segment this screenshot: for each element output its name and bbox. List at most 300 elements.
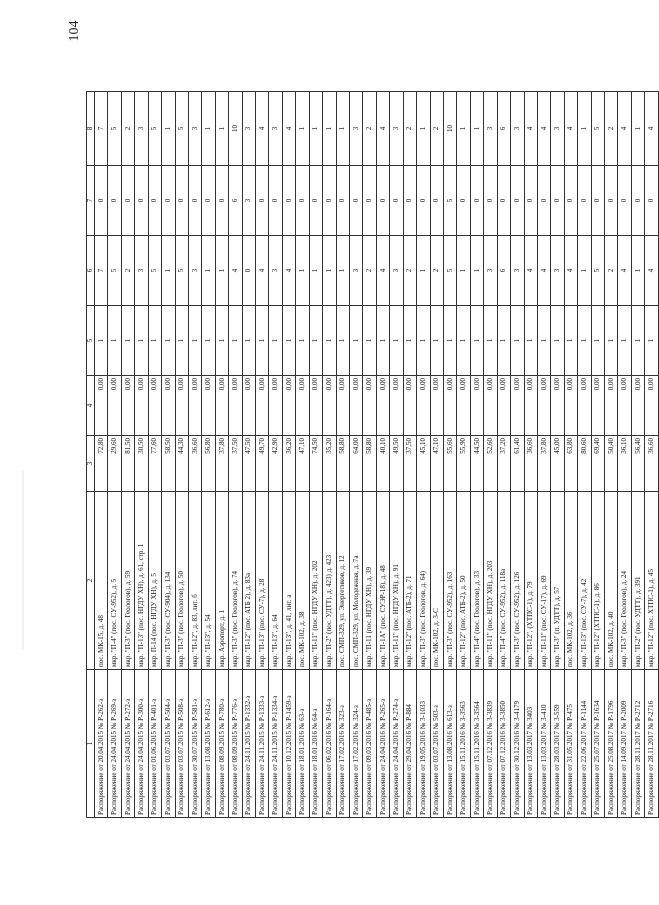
address-cell: пос. МК-102, д. 38 <box>296 492 309 670</box>
table-row <box>202 92 215 818</box>
total-cell: 3 <box>188 92 201 166</box>
persons-cell: 5 <box>591 236 604 306</box>
table-row <box>645 92 659 818</box>
total-cell: 1 <box>323 92 336 166</box>
persons-cell: 4 <box>537 236 550 306</box>
area-cell: 45,10 <box>417 436 430 492</box>
value-cell: 0,00 <box>618 376 631 436</box>
column-header-5: 5 <box>87 306 95 376</box>
area-cell: 55,60 <box>443 436 456 492</box>
count-cell: 1 <box>229 306 242 376</box>
count-cell: 1 <box>390 306 403 376</box>
count-cell: 1 <box>578 306 591 376</box>
area-cell: 37,20 <box>497 436 510 492</box>
address-cell: мкр. "П-12" (пос. АТБ-2), д. 50 <box>457 492 470 670</box>
value-cell: 0,00 <box>148 376 161 436</box>
extra-cell: 0 <box>336 166 349 236</box>
persons-cell: 1 <box>162 236 175 306</box>
address-cell: мкр. "П-2" (пос. УДТТ), д. 423) д. 423 <box>323 492 336 670</box>
address-cell: мкр. "П-12" (пос. АТБ 2), д. 83а <box>242 492 255 670</box>
extra-cell: 0 <box>578 166 591 236</box>
value-cell: 0,00 <box>631 376 644 436</box>
count-cell: 1 <box>215 306 228 376</box>
total-cell: 2 <box>121 92 134 166</box>
total-cell: 1 <box>309 92 322 166</box>
total-cell: 3 <box>350 92 363 166</box>
persons-cell: 4 <box>524 236 537 306</box>
decree-cell: Распоряжение от 06.02.2016 № Р-164-з <box>323 670 336 818</box>
value-cell: 0,00 <box>417 376 430 436</box>
persons-cell: 3 <box>135 236 148 306</box>
address-cell: мкр. "П-12", (ХТПС-1), д. 79 <box>524 492 537 670</box>
decree-cell: Распоряжение от 22.06.2017 № Р-1144 <box>578 670 591 818</box>
extra-cell: 0 <box>551 166 564 236</box>
value-cell: 0,00 <box>403 376 416 436</box>
count-cell: 1 <box>162 306 175 376</box>
persons-cell: 4 <box>645 236 659 306</box>
area-cell: 63,80 <box>564 436 577 492</box>
count-cell: 1 <box>256 306 269 376</box>
count-cell: 1 <box>605 306 618 376</box>
address-cell: мкр. "П-11 (пос. НГДУ ХН), д. 39 <box>363 492 376 670</box>
count-cell: 1 <box>457 306 470 376</box>
area-cell: 37,80 <box>537 436 550 492</box>
extra-cell: 0 <box>269 166 282 236</box>
table-row <box>175 92 188 818</box>
address-cell: пос. СМП-329, ул. Энергетиков, д. 12 <box>336 492 349 670</box>
total-cell: 4 <box>564 92 577 166</box>
count-cell: 1 <box>430 306 443 376</box>
address-cell: мкр. "П-2" (пос. УДТТ), д. 391 <box>631 492 644 670</box>
persons-cell: 7 <box>95 236 108 306</box>
area-cell: 58,80 <box>336 436 349 492</box>
area-cell: 49,50 <box>390 436 403 492</box>
decree-cell: Распоряжение от 19.05.2016 № 3-1033 <box>417 670 430 818</box>
address-cell: мкр. "П-3" (п. УДТТ), д. 57 <box>551 492 564 670</box>
decree-cell: Распоряжение от 29.04.2016 № Р-884 <box>403 670 416 818</box>
decree-cell: Распоряжение от 31.05.2017 № Р-475 <box>564 670 577 818</box>
value-cell: 0,00 <box>430 376 443 436</box>
area-cell: 44,30 <box>175 436 188 492</box>
total-cell: 2 <box>403 92 416 166</box>
total-cell: 7 <box>95 92 108 166</box>
extra-cell: 0 <box>188 166 201 236</box>
extra-cell: 0 <box>135 166 148 236</box>
table-row <box>390 92 403 818</box>
table-row <box>430 92 443 818</box>
decree-cell: Распоряжение от 13.03.2017 № 3-410 <box>537 670 550 818</box>
area-cell: 30,50 <box>135 436 148 492</box>
decree-cell: Распоряжение от 30.12.2016 № 3-4179 <box>511 670 524 818</box>
total-cell: 3 <box>511 92 524 166</box>
table-row <box>336 92 349 818</box>
value-cell: 0,00 <box>323 376 336 436</box>
count-cell: 1 <box>631 306 644 376</box>
address-cell: мкр. "П-11" (пос. НГДУ ХН), д. 203 <box>484 492 497 670</box>
area-cell: 58,50 <box>162 436 175 492</box>
decree-cell: Распоряжение от 14.09.2017 № Р-2009 <box>618 670 631 818</box>
count-cell: 1 <box>511 306 524 376</box>
extra-cell: 0 <box>95 166 108 236</box>
persons-cell: 1 <box>202 236 215 306</box>
value-cell: 0,00 <box>108 376 121 436</box>
area-cell: 61,40 <box>511 436 524 492</box>
value-cell: 0,00 <box>95 376 108 436</box>
table-row <box>229 92 242 818</box>
extra-cell: 0 <box>605 166 618 236</box>
decree-cell: Распоряжение от 24.11.2015 № Р-1332-з <box>242 670 255 818</box>
total-cell: 5 <box>175 92 188 166</box>
value-cell: 0,00 <box>188 376 201 436</box>
total-cell: 3 <box>242 92 255 166</box>
count-cell: 1 <box>296 306 309 376</box>
decree-cell: Распоряжение от 15.11.2016 № 3-3563 <box>457 670 470 818</box>
table-row <box>564 92 577 818</box>
total-cell: 10 <box>443 92 456 166</box>
value-cell: 0,00 <box>256 376 269 436</box>
extra-cell: 0 <box>162 166 175 236</box>
extra-cell: 3 <box>242 166 255 236</box>
table-row <box>323 92 336 818</box>
value-cell: 0,00 <box>175 376 188 436</box>
area-cell: 80,60 <box>578 436 591 492</box>
persons-cell: 4 <box>229 236 242 306</box>
total-cell: 3 <box>484 92 497 166</box>
value-cell: 0,00 <box>564 376 577 436</box>
decree-cell: Распоряжение от 13.08.2016 № 613-з <box>443 670 456 818</box>
table-row <box>470 92 483 818</box>
column-header-7: 7 <box>87 166 95 236</box>
count-cell: 1 <box>336 306 349 376</box>
extra-cell: 0 <box>631 166 644 236</box>
extra-cell: 0 <box>256 166 269 236</box>
area-cell: 36,20 <box>282 436 295 492</box>
count-cell: 1 <box>269 306 282 376</box>
address-cell: мкр. "П-3" (пос. Геологов), д. 50 <box>175 492 188 670</box>
count-cell: 1 <box>417 306 430 376</box>
count-cell: 1 <box>350 306 363 376</box>
count-cell: 1 <box>484 306 497 376</box>
table-row <box>524 92 537 818</box>
address-cell: мкр. П-14 (пос. НГДУ ХН), д. 5 <box>148 492 161 670</box>
area-cell: 47,50 <box>242 436 255 492</box>
area-cell: 36,60 <box>524 436 537 492</box>
table-row <box>484 92 497 818</box>
decree-cell: Распоряжение от 10.12.2015 № Р-1459-з <box>282 670 295 818</box>
count-cell: 1 <box>443 306 456 376</box>
address-cell: мкр. "П-3" (пос. Геологов), д. 59 <box>121 492 134 670</box>
extra-cell: 0 <box>564 166 577 236</box>
address-cell: мкр. "П-13", д. 54 <box>202 492 215 670</box>
area-cell: 49,70 <box>256 436 269 492</box>
total-cell: 1 <box>215 92 228 166</box>
address-cell: мкр. "П-4" (пос. СУ-952), д. 5 <box>108 492 121 670</box>
persons-cell: 1 <box>323 236 336 306</box>
page-number: 104 <box>67 20 82 42</box>
table-row <box>618 92 631 818</box>
extra-cell: 0 <box>645 166 659 236</box>
address-cell: мкр. "П-12", д. 83, лит. б <box>188 492 201 670</box>
count-cell: 1 <box>135 306 148 376</box>
extra-cell: 0 <box>457 166 470 236</box>
address-cell: мкр. "П-3" (пос. Геологов), д. 24 <box>618 492 631 670</box>
persons-cell: 1 <box>417 236 430 306</box>
count-cell: 1 <box>645 306 659 376</box>
table-row <box>135 92 148 818</box>
total-cell: 5 <box>591 92 604 166</box>
persons-cell: 4 <box>564 236 577 306</box>
area-cell: 50,40 <box>605 436 618 492</box>
total-cell: 1 <box>457 92 470 166</box>
area-cell: 37,50 <box>403 436 416 492</box>
area-cell: 64,00 <box>350 436 363 492</box>
table-row <box>497 92 510 818</box>
data-table <box>86 91 659 818</box>
table-row <box>511 92 524 818</box>
address-cell: мкр. "П-13" (пос. СУ-7), д. 28 <box>256 492 269 670</box>
total-cell: 6 <box>497 92 510 166</box>
value-cell: 0,00 <box>269 376 282 436</box>
address-cell: мкр. "П-3" (пос. Геологов, д. 64) <box>417 492 430 670</box>
persons-cell: 2 <box>430 236 443 306</box>
decree-cell: Распоряжение от 24.04.2016 № Р-274-з <box>390 670 403 818</box>
extra-cell: 0 <box>121 166 134 236</box>
value-cell: 0,00 <box>296 376 309 436</box>
extra-cell: 0 <box>497 166 510 236</box>
extra-cell: 0 <box>376 166 389 236</box>
table-row <box>188 92 201 818</box>
count-cell: 1 <box>618 306 631 376</box>
area-cell: 37,80 <box>215 436 228 492</box>
address-cell: пос. МК-15, д. 48 <box>95 492 108 670</box>
persons-cell: 2 <box>403 236 416 306</box>
count-cell: 1 <box>497 306 510 376</box>
extra-cell: 0 <box>202 166 215 236</box>
area-cell: 81,50 <box>121 436 134 492</box>
total-cell: 4 <box>256 92 269 166</box>
address-cell: мкр. "П-3" (пос. СУ-952), д. 163 <box>443 492 456 670</box>
decree-cell: Распоряжение от 13.03.2017 № 3403 <box>524 670 537 818</box>
persons-cell: 3 <box>511 236 524 306</box>
area-cell: 52,60 <box>484 436 497 492</box>
count-cell: 1 <box>148 306 161 376</box>
persons-cell: 3 <box>269 236 282 306</box>
address-cell: мкр. Аэропорт, д. 1 <box>215 492 228 670</box>
area-cell: 36,10 <box>618 436 631 492</box>
total-cell: 4 <box>618 92 631 166</box>
decree-cell: Распоряжение от 17.02.2016 № 324-з <box>350 670 363 818</box>
total-cell: 4 <box>524 92 537 166</box>
table-row <box>162 92 175 818</box>
area-cell: 56,40 <box>631 436 644 492</box>
column-header-3: 3 <box>87 436 95 492</box>
persons-cell: 0 <box>242 236 255 306</box>
table-row <box>363 92 376 818</box>
decree-cell: Распоряжение от 28.11.2017 № Р-2712 <box>631 670 644 818</box>
area-cell: 56,80 <box>202 436 215 492</box>
persons-cell: 1 <box>296 236 309 306</box>
area-cell: 58,80 <box>363 436 376 492</box>
table-row <box>121 92 134 818</box>
value-cell: 0,00 <box>215 376 228 436</box>
address-cell: мкр. "П-3" (пос. СУ-904), д. 134 <box>162 492 175 670</box>
persons-cell: 1 <box>631 236 644 306</box>
value-cell: 0,00 <box>350 376 363 436</box>
table-row <box>403 92 416 818</box>
decree-cell: Распоряжение от 13.08.2015 № Р-612-з <box>202 670 215 818</box>
decree-cell: Распоряжение от 07.12.2016 № 3-3839 <box>484 670 497 818</box>
area-cell: 42,90 <box>269 436 282 492</box>
persons-cell: 1 <box>470 236 483 306</box>
extra-cell: 0 <box>591 166 604 236</box>
area-cell: 44,50 <box>470 436 483 492</box>
table-row <box>631 92 644 818</box>
address-cell: мкр. "П-4" (пос. СУ-952), д. 118а <box>497 492 510 670</box>
persons-cell: 6 <box>497 236 510 306</box>
count-cell: 1 <box>537 306 550 376</box>
table-row <box>605 92 618 818</box>
table-row <box>309 92 322 818</box>
value-cell: 0,00 <box>282 376 295 436</box>
extra-cell: 0 <box>175 166 188 236</box>
persons-cell: 1 <box>336 236 349 306</box>
area-cell: 47,10 <box>296 436 309 492</box>
extra-cell: 0 <box>537 166 550 236</box>
value-cell: 0,00 <box>578 376 591 436</box>
decree-cell: Распоряжение от 07.12.2016 № 3-3850 <box>497 670 510 818</box>
extra-cell: 0 <box>108 166 121 236</box>
area-cell: 69,40 <box>591 436 604 492</box>
scan-artifact <box>22 470 24 650</box>
decree-cell: Распоряжение от 24.04.2015 № Р-272-з <box>121 670 134 818</box>
persons-cell: 4 <box>256 236 269 306</box>
extra-cell: 6 <box>229 166 242 236</box>
area-cell: 45,00 <box>551 436 564 492</box>
persons-cell: 3 <box>390 236 403 306</box>
address-cell: мкр. "П-13", д. 41, лит. а <box>282 492 295 670</box>
column-header-2: 2 <box>87 492 95 670</box>
value-cell: 0,00 <box>202 376 215 436</box>
total-cell: 2 <box>363 92 376 166</box>
decree-cell: Распоряжение от 03.07.2016 № 503-з <box>430 670 443 818</box>
address-cell: мкр. "П-11" (пос. СУ-17), д. 69 <box>537 492 550 670</box>
value-cell: 0,00 <box>591 376 604 436</box>
value-cell: 0,00 <box>229 376 242 436</box>
decree-cell: Распоряжение от 24.11.2015 № Р-1334-з <box>269 670 282 818</box>
total-cell: 1 <box>470 92 483 166</box>
count-cell: 1 <box>564 306 577 376</box>
value-cell: 0,00 <box>457 376 470 436</box>
area-cell: 35,20 <box>323 436 336 492</box>
count-cell: 1 <box>121 306 134 376</box>
decree-cell: Распоряжение от 24.04.2016 № Р-265-з <box>376 670 389 818</box>
value-cell: 0,00 <box>537 376 550 436</box>
table-row <box>376 92 389 818</box>
table-row <box>443 92 456 818</box>
table-row <box>95 92 108 818</box>
extra-cell: 5 <box>443 166 456 236</box>
value-cell: 0,00 <box>511 376 524 436</box>
count-cell: 1 <box>551 306 564 376</box>
decree-cell: Распоряжение от 03.07.2015 № Р-504-з <box>162 670 175 818</box>
value-cell: 0,00 <box>309 376 322 436</box>
count-cell: 1 <box>376 306 389 376</box>
table-row <box>551 92 564 818</box>
area-cell: 37,50 <box>229 436 242 492</box>
address-cell: пос. МК-102, д. 40 <box>605 492 618 670</box>
total-cell: 3 <box>269 92 282 166</box>
area-cell: 55,90 <box>457 436 470 492</box>
persons-cell: 5 <box>443 236 456 306</box>
persons-cell: 4 <box>618 236 631 306</box>
address-cell: пос. МК-102, д. 36 <box>564 492 577 670</box>
area-cell: 77,60 <box>148 436 161 492</box>
column-header-8: 8 <box>87 92 95 166</box>
persons-cell: 2 <box>363 236 376 306</box>
decree-cell: Распоряжение от 24.11.2015 № Р-1333-з <box>256 670 269 818</box>
address-cell: пос. МК-102, д. 3-С <box>430 492 443 670</box>
table-row <box>148 92 161 818</box>
column-header-6: 6 <box>87 236 95 306</box>
extra-cell: 0 <box>323 166 336 236</box>
count-cell: 1 <box>95 306 108 376</box>
count-cell: 1 <box>403 306 416 376</box>
decree-cell: Распоряжение от 17.02.2016 № 323-з <box>336 670 349 818</box>
extra-cell: 0 <box>511 166 524 236</box>
persons-cell: 1 <box>309 236 322 306</box>
value-cell: 0,00 <box>121 376 134 436</box>
value-cell: 0,00 <box>645 376 659 436</box>
extra-cell: 0 <box>296 166 309 236</box>
extra-cell: 0 <box>350 166 363 236</box>
persons-cell: 3 <box>188 236 201 306</box>
value-cell: 0,00 <box>390 376 403 436</box>
persons-cell: 1 <box>578 236 591 306</box>
table-body <box>95 92 659 818</box>
decree-cell: Распоряжение от 30.07.2015 № Р-581-з <box>188 670 201 818</box>
address-cell: мкр. "П-12" (пос. ХТПС-1), д. 45 <box>645 492 659 670</box>
persons-cell: 5 <box>108 236 121 306</box>
decree-cell: Распоряжение от 18.01.2016 № 64-з <box>309 670 322 818</box>
count-cell: 1 <box>363 306 376 376</box>
total-cell: 4 <box>376 92 389 166</box>
extra-cell: 0 <box>309 166 322 236</box>
column-header-4: 4 <box>87 376 95 436</box>
persons-cell: 1 <box>215 236 228 306</box>
address-cell: мкр. "П-12" (ХТПС-1), д. 86 <box>591 492 604 670</box>
persons-cell: 5 <box>175 236 188 306</box>
area-cell: 47,10 <box>430 436 443 492</box>
rotated-table-container <box>86 92 659 818</box>
table-row <box>242 92 255 818</box>
total-cell: 1 <box>202 92 215 166</box>
decree-cell: Распоряжение от 28.03.2017 № 3-559 <box>551 670 564 818</box>
decree-cell: Распоряжение от 24.04.2015 № Р-269-з <box>108 670 121 818</box>
address-cell: мкр. "П-3" (пос. Геологов), д. 74 <box>229 492 242 670</box>
decree-cell: Распоряжение от 08.09.2015 № Р-776-з <box>229 670 242 818</box>
address-cell: мкр. "П-13" (пос. НГДУ ХН), д. 61, стр. 1 <box>135 492 148 670</box>
extra-cell: 0 <box>215 166 228 236</box>
total-cell: 3 <box>551 92 564 166</box>
decree-cell: Распоряжение от 15.11.2016 № 3-3564 <box>470 670 483 818</box>
value-cell: 0,00 <box>484 376 497 436</box>
value-cell: 0,00 <box>605 376 618 436</box>
decree-cell: Распоряжение от 03.07.2015 № Р-508-з <box>175 670 188 818</box>
table-row <box>269 92 282 818</box>
address-cell: мкр. "П-4" (пос. Геологов), д. 33 <box>470 492 483 670</box>
extra-cell: 0 <box>363 166 376 236</box>
count-cell: 1 <box>202 306 215 376</box>
